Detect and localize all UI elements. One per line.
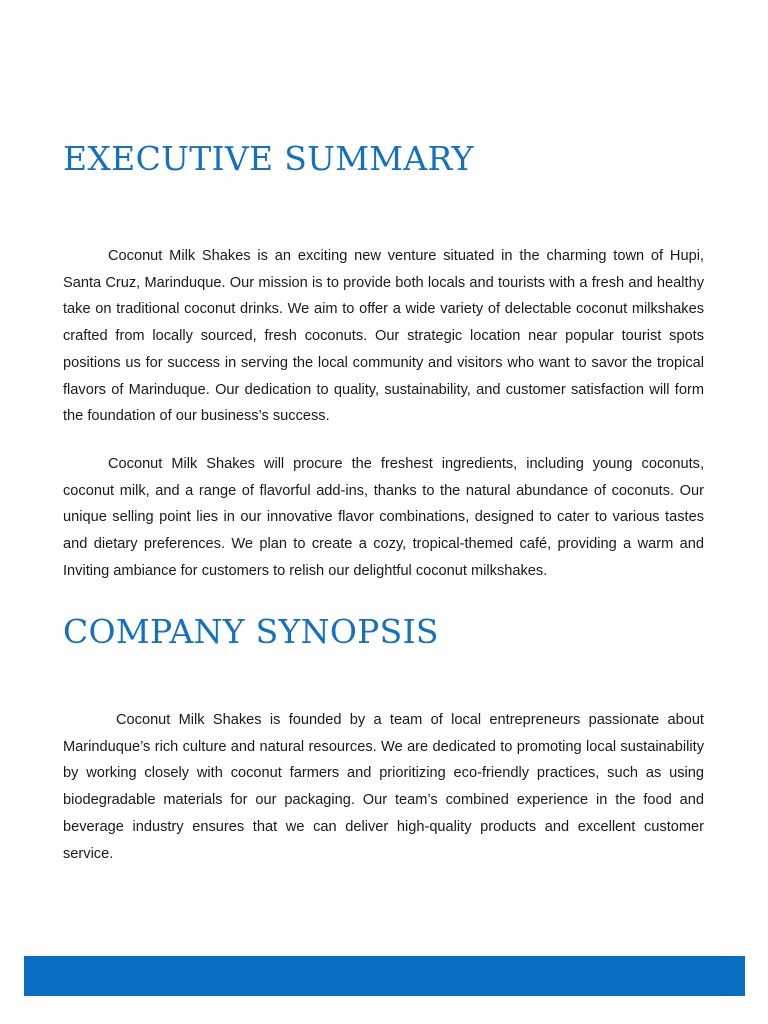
executive-summary-paragraph-2: Coconut Milk Shakes will procure the freshest ingredients, including young coconuts, coconut milk, and a range of flavorful add-ins, thanks to the natural abundance of coconuts. Our unique selling point lies in our innovative flavor combinations, designed to cater to various tastes and dietary preferences. We plan to create a cozy, tropical-themed café, providing a warm and Inviting ambiance for customers to relish our delightful coconut milkshakes. <box>63 456 704 579</box>
executive-summary-heading: EXECUTIVE SUMMARY <box>63 139 474 178</box>
company-synopsis-heading: COMPANY SYNOPSIS <box>63 612 439 651</box>
executive-summary-paragraph-1: Coconut Milk Shakes is an exciting new venture situated in the charming town of Hupi, Santa Cruz, Marinduque. Our mission is to provide both locals and tourists with a fresh and healthy take on traditional coconut drinks. We aim to offer a wide variety of delectable coconut milkshakes crafted from locally sourced, fresh coconuts. Our strategic location near popular tourist spots positions us for success in serving the local community and visitors who want to savor the tropical flavors of Marinduque. Our dedication to quality, sustainability, and customer satisfaction will form the foundation of our business’s success. <box>63 248 704 425</box>
company-synopsis-paragraph: Coconut Milk Shakes is founded by a team of local entrepreneurs passionate about Marinduque’s rich culture and natural resources. We are dedicated to promoting local sustainability by working closely with coconut farmers and prioritizing eco-friendly practices, such as using biodegradable materials for our packaging. Our team’s combined experience in the food and beverage industry ensures that we can deliver high-quality products and excellent customer service. <box>63 712 704 862</box>
footer-band <box>24 956 745 996</box>
